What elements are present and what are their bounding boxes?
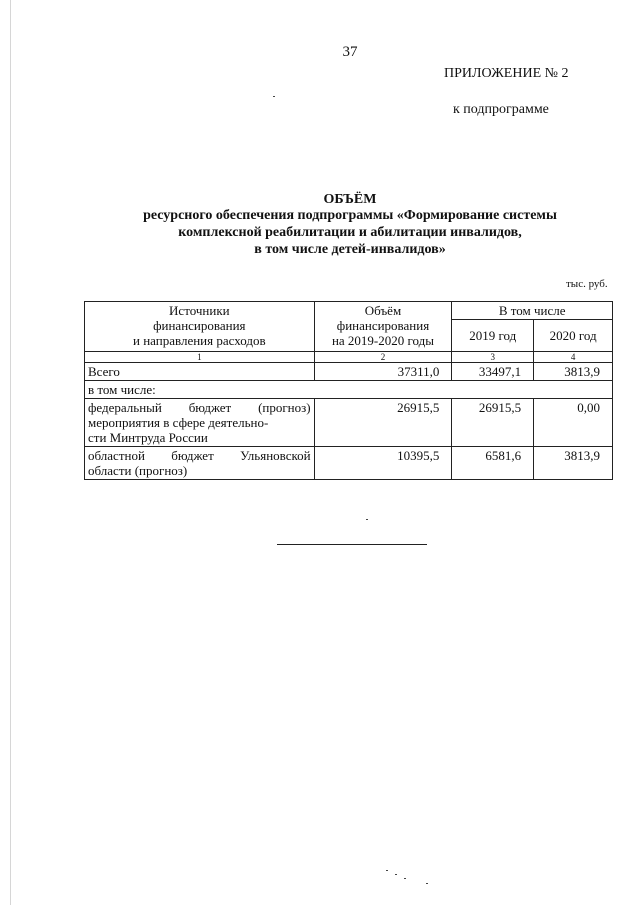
subprogram-reference: к подпрограмме xyxy=(453,102,549,117)
federal-line-3: сти Минтруда России xyxy=(88,430,208,445)
table-row-federal xyxy=(85,399,613,447)
cell-2019: 6581,6 xyxy=(452,447,534,480)
word-region: Ульяновской xyxy=(240,448,311,463)
document-subtitle xyxy=(80,207,620,258)
units-label: тыс. руб. xyxy=(566,278,608,290)
header-year-2019: 2019 год xyxy=(452,320,534,352)
scan-speck xyxy=(386,870,388,871)
header-volume xyxy=(314,302,452,352)
cell-2020: 0,00 xyxy=(534,399,613,447)
header-including: В том числе xyxy=(452,302,613,320)
column-number: 4 xyxy=(534,352,613,363)
header-volume-line: Объём xyxy=(364,303,402,318)
scan-speck xyxy=(395,874,397,875)
cell-2019: 26915,5 xyxy=(452,399,534,447)
cell-volume: 26915,5 xyxy=(314,399,452,447)
table-row-including xyxy=(85,381,613,399)
scan-speck xyxy=(366,519,368,520)
table-header-row xyxy=(85,302,613,320)
scan-speck xyxy=(273,96,275,97)
cell-volume: 37311,0 xyxy=(314,363,452,381)
federal-line-2: мероприятия в сфере деятельно- xyxy=(88,415,269,430)
header-volume-line: финансирования xyxy=(336,318,430,333)
table-row-total xyxy=(85,363,613,381)
document-title: ОБЪЁМ xyxy=(323,192,377,207)
subtitle-line-1: ресурсного обеспечения подпрограммы «Формирование системы xyxy=(143,208,557,223)
funding-table xyxy=(84,301,613,480)
word-forecast: (прогноз) xyxy=(258,400,311,415)
header-sources-line: и направления расходов xyxy=(133,333,266,348)
header-sources xyxy=(85,302,315,352)
header-sources-line: Источники xyxy=(169,303,230,318)
including-label: в том числе: xyxy=(85,381,613,399)
subtitle-line-3: в том числе детей-инвалидов» xyxy=(254,242,446,257)
row-label xyxy=(85,447,315,480)
appendix-label: ПРИЛОЖЕНИЕ № 2 xyxy=(444,66,569,81)
cell-volume: 10395,5 xyxy=(314,447,452,480)
column-number: 3 xyxy=(452,352,534,363)
regional-line-2: области (прогноз) xyxy=(88,463,188,478)
header-sources-line: финансирования xyxy=(153,318,246,333)
end-divider-line xyxy=(277,544,427,545)
row-label: Всего xyxy=(85,363,315,381)
column-number-row xyxy=(85,352,613,363)
cell-2020: 3813,9 xyxy=(534,363,613,381)
subtitle-line-2: комплексной реабилитации и абилитации инвалидов, xyxy=(178,225,522,240)
scan-speck xyxy=(426,883,428,884)
word-budget: бюджет xyxy=(188,400,232,415)
cell-2019: 33497,1 xyxy=(452,363,534,381)
page-number: 37 xyxy=(342,44,358,60)
word-federal: федеральный xyxy=(88,400,162,415)
row-label xyxy=(85,399,315,447)
header-year-2020: 2020 год xyxy=(534,320,613,352)
header-volume-line: на 2019-2020 годы xyxy=(331,333,434,348)
cell-2020: 3813,9 xyxy=(534,447,613,480)
scan-edge-line xyxy=(10,0,11,905)
word-regional: областной xyxy=(88,448,145,463)
table-row-regional xyxy=(85,447,613,480)
federal-line-1 xyxy=(88,400,311,415)
word-budget: бюджет xyxy=(171,448,214,463)
regional-line-1 xyxy=(88,448,311,463)
scan-speck xyxy=(404,878,406,879)
column-number: 2 xyxy=(314,352,452,363)
column-number: 1 xyxy=(85,352,315,363)
